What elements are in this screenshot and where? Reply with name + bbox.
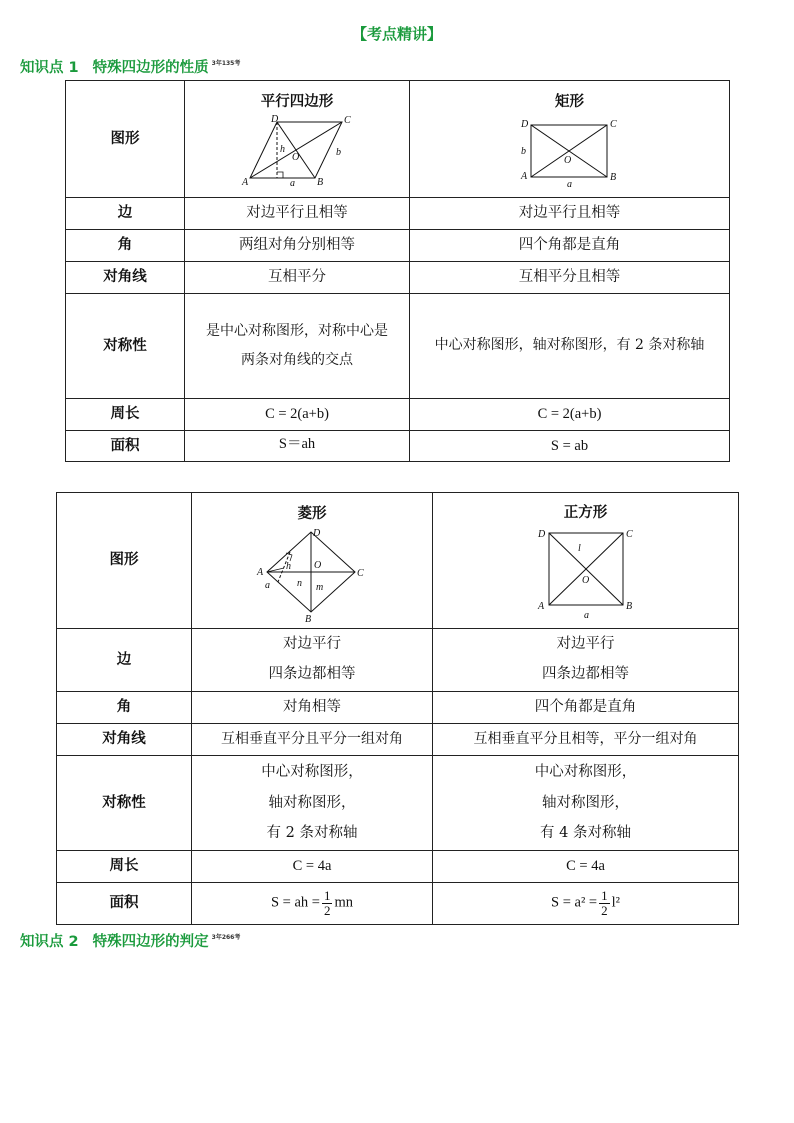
table1-perimeter-row [66, 399, 730, 431]
fig1-label-b: b [336, 147, 341, 159]
cell-square-perimeter: C = 4a [433, 851, 739, 883]
rhombus-side-line-1: 对边平行 [283, 636, 341, 653]
rhombus-sym-line-1: 中心对称图形， [261, 764, 363, 781]
table1-area-row [66, 431, 730, 462]
fig1-label-O: O [292, 152, 300, 164]
square-area-suffix: l² [611, 894, 620, 911]
table2-symmetry-row [57, 756, 739, 851]
col-header-parallelogram: 平行四边形 [260, 93, 334, 110]
fig2-label-O: O [563, 155, 571, 167]
square-side-line-1: 对边平行 [556, 636, 615, 653]
fig3-label-a: a [265, 579, 270, 591]
fig4-label-A: A [537, 600, 544, 612]
table2-diagonal-row [57, 724, 739, 756]
rhombus-sym-line-2: 轴对称图形， [268, 794, 356, 811]
cell-parallelogram-area: S＝ah [185, 431, 410, 462]
fig3-label-h: h [286, 560, 291, 572]
fig4-label-B: B [625, 600, 632, 612]
cell-square-angle: 四个角都是直角 [433, 692, 739, 724]
kp1-label: 知识点 1 [20, 60, 79, 76]
fig1-label-h: h [280, 144, 285, 156]
cell-rhombus-perimeter: C = 4a [192, 851, 433, 883]
kp1-badge: 3年135考 [211, 60, 241, 67]
cell-parallelogram-diagonal: 互相平分 [185, 262, 410, 294]
table1-diagonal-row [66, 262, 730, 294]
properties-table-2 [56, 492, 739, 925]
cell-rhombus-side [192, 629, 433, 692]
cell-rhombus-symmetry [192, 756, 433, 851]
rhombus-sym-line-3: 有 2 条对称轴 [266, 825, 358, 842]
fig1-label-a: a [290, 178, 295, 190]
fig4-label-D: D [537, 528, 545, 540]
row-label-angle-2: 角 [57, 692, 192, 724]
kp2-label: 知识点 2 [20, 934, 79, 950]
rhombus-figure [247, 527, 377, 625]
cell-rectangle-perimeter: C = 2(a+b) [410, 399, 730, 431]
square-side-line-2: 四条边都相等 [542, 666, 629, 682]
square-area-fraction [599, 889, 610, 917]
square-area-prefix: S = a² = [551, 894, 598, 911]
fig2-label-a: a [566, 179, 572, 191]
fig2-label-C: C [609, 119, 617, 131]
rhombus-area-numerator: 1 [323, 888, 331, 904]
cell-rectangle-angle: 四个角都是直角 [410, 230, 730, 262]
fig2-label-b: b [520, 146, 526, 158]
fig3-label-C: C [357, 567, 364, 579]
col-header-rhombus: 菱形 [297, 506, 327, 523]
cell-rectangle-diagonal: 互相平分且相等 [410, 262, 730, 294]
col-header-rectangle: 矩形 [555, 93, 584, 110]
cell-rectangle-area: S = ab [410, 431, 730, 462]
square-area-denominator: 2 [601, 903, 608, 918]
cell-square-diagonal: 互相垂直平分且相等，平分一组对角 [433, 724, 739, 756]
table1-angle-row [66, 230, 730, 262]
parallelogram-figure [232, 114, 362, 190]
square-area-numerator: 1 [601, 888, 608, 904]
row-label-side-2: 边 [57, 629, 192, 692]
rhombus-area-fraction [322, 889, 333, 917]
fig4-label-O: O [581, 574, 589, 586]
row-label-symmetry: 对称性 [66, 294, 185, 399]
row-label-diagonal-2: 对角线 [57, 724, 192, 756]
fig1-label-A: A [242, 177, 249, 189]
cell-parallelogram-symmetry [185, 294, 410, 399]
row-label-figure: 图形 [66, 81, 185, 198]
kp2-text: 特殊四边形的判定 [92, 934, 209, 950]
square-sym-line-1: 中心对称图形， [534, 764, 637, 781]
fig4-label-l: l [577, 542, 581, 554]
rectangle-figure [515, 115, 625, 191]
cell-rectangle-side: 对边平行且相等 [410, 198, 730, 230]
table2-side-row [57, 629, 739, 692]
fig3-label-A: A [257, 566, 264, 578]
square-figure [531, 527, 641, 619]
cell-rhombus-area [192, 883, 433, 925]
table2-angle-row [57, 692, 739, 724]
section-title: 【考点精讲】 [351, 25, 442, 43]
cell-rhombus-angle: 对角相等 [192, 692, 433, 724]
table2-perimeter-row [57, 851, 739, 883]
square-sym-line-2: 轴对称图形， [542, 794, 629, 811]
fig2-label-A: A [520, 171, 527, 183]
fig1-label-C: C [344, 115, 351, 127]
cell-rhombus-diagonal: 互相垂直平分且平分一组对角 [192, 724, 433, 756]
sym-line-1: 是中心对称图形，对称中心是 [206, 323, 388, 340]
fig2-label-D: D [520, 119, 528, 131]
rectangle-cell [410, 81, 730, 198]
cell-square-area [433, 883, 739, 925]
cell-parallelogram-side: 对边平行且相等 [185, 198, 410, 230]
fig3-label-B: B [305, 613, 312, 625]
table1-symmetry-row [66, 294, 730, 399]
square-cell [433, 493, 739, 629]
table1-side-row [66, 198, 730, 230]
cell-rectangle-symmetry: 中心对称图形，轴对称图形，有 2 条对称轴 [410, 294, 730, 399]
rhombus-area-prefix: S = ah = [270, 894, 320, 911]
knowledge-point-2-heading [20, 930, 240, 951]
kp1-text: 特殊四边形的性质 [92, 60, 209, 76]
cell-parallelogram-angle: 两组对角分别相等 [185, 230, 410, 262]
row-label-perimeter-2: 周长 [57, 851, 192, 883]
fig1-label-D: D [271, 114, 279, 126]
rhombus-area-denominator: 2 [323, 903, 331, 918]
fig1-label-B: B [317, 177, 324, 189]
cell-square-symmetry [433, 756, 739, 851]
fig3-label-m: m [316, 581, 324, 593]
properties-table-1 [65, 80, 730, 462]
fig2-label-B: B [609, 172, 616, 184]
table2-figure-row [57, 493, 739, 629]
knowledge-point-1-heading [20, 56, 240, 77]
row-label-side: 边 [66, 198, 185, 230]
fig3-label-O: O [314, 559, 322, 571]
row-label-diagonal: 对角线 [66, 262, 185, 294]
row-label-area: 面积 [66, 431, 185, 462]
cell-square-side [433, 629, 739, 692]
rhombus-cell [192, 493, 433, 629]
table1-figure-row [66, 81, 730, 198]
rhombus-side-line-2: 四条边都相等 [268, 666, 356, 682]
row-label-figure-2: 图形 [57, 493, 192, 629]
fig3-label-D: D [313, 527, 321, 539]
row-label-symmetry-2: 对称性 [57, 756, 192, 851]
sym-line-2: 两条对角线的交点 [241, 352, 353, 368]
row-label-angle: 角 [66, 230, 185, 262]
row-label-area-2: 面积 [57, 883, 192, 925]
fig3-label-n: n [297, 577, 302, 589]
rhombus-area-suffix: mn [334, 894, 353, 911]
fig4-label-C: C [625, 528, 633, 540]
cell-parallelogram-perimeter: C = 2(a+b) [185, 399, 410, 431]
fig4-label-a: a [583, 609, 589, 621]
table2-area-row [57, 883, 739, 925]
col-header-square: 正方形 [563, 505, 608, 522]
row-label-perimeter: 周长 [66, 399, 185, 431]
square-sym-line-3: 有 4 条对称轴 [540, 825, 631, 842]
kp2-badge: 3年266考 [211, 934, 241, 941]
parallelogram-cell [185, 81, 410, 198]
